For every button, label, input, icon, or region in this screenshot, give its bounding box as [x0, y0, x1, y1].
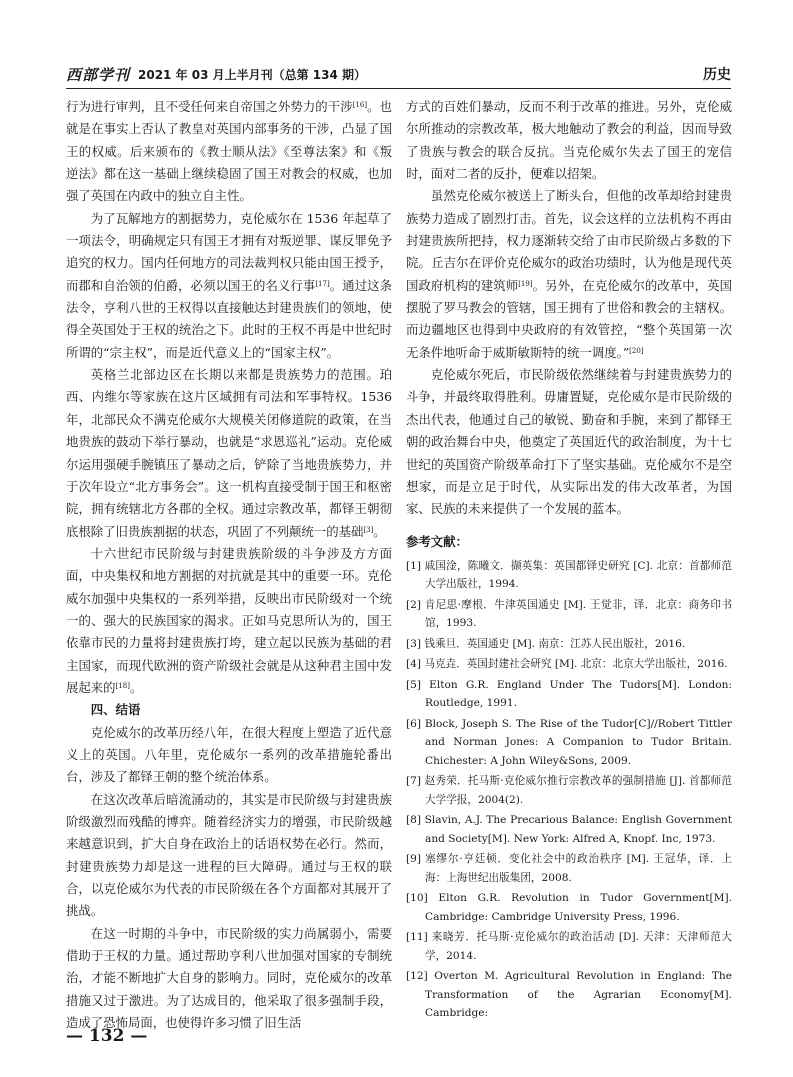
- citation: [16]: [352, 101, 368, 109]
- reference-item: [10] Elton G.R. Revolution in Tudor Government[M]. Cambridge: Cambridge University Press, 1996.: [406, 892, 732, 923]
- citation: [19]: [518, 279, 533, 288]
- page-header: [66, 64, 731, 86]
- issue-info: 2021 年 03 月上半月刊（总第 134 期）: [138, 68, 367, 82]
- left-column: [66, 96, 392, 1034]
- paragraph: 为了瓦解地方的割据势力，克伦威尔在 1536 年起草了一项法令，明确规定只有国王才拥有对叛逆罪、谋反罪免予追究的权力。国内任何地方的司法裁判权只能由国王授予，而郡和自治领的伯爵，必须以国王的名义行事[17]。通过这条法令，亨利八世的王权得以直接触达封建贵族们的领地，使得全英国处于王权的统治之下。此时的王权不再是中世纪时所谓的“宗主权”，而是近代意义上的“国家主权”。: [66, 210, 393, 360]
- header-rule: [66, 88, 731, 89]
- reference-item: [4] 马克垚．英国封建社会研究 [M]. 北京：北京大学出版社，2016.: [406, 658, 728, 671]
- reference-item: [2] 肯尼思·摩根．牛津英国通史 [M]. 王觉非，译．北京：商务印书馆，1993.: [406, 598, 732, 630]
- reference-item: [9] 塞缪尔·亨廷顿．变化社会中的政治秩序 [M]. 王冠华，译．上海：上海世纪出版集团，2008.: [406, 853, 732, 884]
- references-title: 参考文献：: [406, 533, 468, 549]
- paragraph: 克伦威尔死后，市民阶级依然继续着与封建贵族势力的斗争，并最终取得胜利。毋庸置疑，克伦威尔是市民阶级的杰出代表，他通过自己的敏锐、勤奋和手腕，来到了都铎王朝的政治舞台中央，他奠定了英国近代的政治制度，为十七世纪的英国资产阶级革命打下了坚实基础。克伦威尔不是空想家，而是立足于时代，从实际出发的伟大改革者，为国家、民族的未来提供了一个发展的蓝本。: [406, 367, 732, 517]
- reference-item: [5] Elton G.R. England Under The Tudors[M]. London: Routledge, 1991.: [406, 678, 732, 710]
- right-column: [406, 96, 732, 1025]
- paragraph: 克伦威尔的改革历经八年，在很大程度上塑造了近代意义上的英国。八年里，克伦威尔一系列的改革措施轮番出台，涉及了都铎王朝的整个统治体系。: [66, 724, 392, 785]
- paragraph: 十六世纪市民阶级与封建贵族阶级的斗争涉及方方面面，中央集权和地方割据的对抗就是其中的重要一环。克伦威尔加强中央集权的一系列举措，反映出市民阶级对一个统一的、强大的民族国家的渴求。正如马克思所认为的，国王依靠市民的力量将封建贵族打垮，建立起以民族为基础的君主国家，而现代欧洲的资产阶级社会就是从这种君主国中发展起来的[18]。: [66, 545, 392, 695]
- section-heading: 四、结语: [90, 702, 141, 718]
- reference-item: [12] Overton M. Agricultural Revolution in England: The Transformation of the Agrarian Economy[M]. Cambridge:: [406, 970, 732, 1020]
- reference-item: [1] 戚国淦，陈曦文．撷英集：英国都铎史研究 [C]. 北京：首都师范大学出版社，1994.: [406, 559, 732, 591]
- reference-item: [8] Slavin, A.J. The Precarious Balance: English Government and Society[M]. New York: Alfred A, Knopf. Inc, 1973.: [406, 814, 732, 845]
- reference-item: [11] 来晓芳．托马斯·克伦威尔的政治活动 [D]. 天津：天津师范大学，2014.: [406, 931, 732, 962]
- citation: [3]: [363, 525, 374, 534]
- page-number: — 132 —: [66, 1026, 148, 1046]
- reference-item: [7] 赵秀荣．托马斯·克伦威尔推行宗教改革的强制措施 [J]. 首都师范大学学报，2004(2).: [406, 775, 732, 806]
- citation: [18]: [115, 681, 130, 690]
- reference-item: [6] Block, Joseph S. The Rise of the Tudor[C]//Robert Tittler and Norman Jones: A Companion to Tudor Britain. Chichester: A John Wiley&Sons, 2009.: [406, 717, 732, 767]
- section-title: 历史: [703, 67, 731, 83]
- paragraph: 方式的百姓们暴动，反而不利于改革的推进。另外，克伦威尔所推动的宗教改革，极大地触动了教会的利益，因而导致了贵族与教会的联合反抗。当克伦威尔失去了国王的宠信时，面对二者的反扑，便难以招架。: [406, 99, 732, 182]
- reference-list: [406, 557, 732, 1023]
- citation: [17]: [315, 279, 330, 288]
- journal-logo: 西部学刊: [66, 66, 131, 84]
- paragraph: 在这次改革后暗流涌动的，其实是市民阶级与封建贵族阶级激烈而残酷的博弈。随着经济实力的增强，市民阶级越来越意识到，扩大自身在政治上的话语权势在必行。然而，封建贵族势力却是这一进程的巨大障碍。通过与王权的联合，以克伦威尔为代表的市民阶级在各个方面都对其展开了挑战。: [66, 791, 392, 919]
- paragraph: 虽然克伦威尔被送上了断头台，但他的改革却给封建贵族势力造成了剧烈打击。首先，议会这样的立法机构不再由封建贵族所把持，权力逐渐转交给了由市民阶级占多数的下院。丘吉尔在评价克伦威尔的政治功绩时，认为他是现代英国政府机构的建筑师[19]。另外，在克伦威尔的改革中，英国摆脱了罗马教会的管辖，国王拥有了世俗和教会的主辖权。而边疆地区也得到中央政府的有效管控，“整个英国第一次无条件地听命于威斯敏斯特的统一调度。”[20]: [406, 188, 733, 360]
- reference-item: [3] 钱乘旦．英国通史 [M]. 南京：江苏人民出版社，2016.: [406, 637, 686, 650]
- paragraph: 行为进行审判，且不受任何来自帝国之外势力的干涉[16]。也就是在事实上否认了教皇对英国内部事务的干涉，凸显了国王的权威。后来颁布的《教士顺从法》《至尊法案》和《叛逆法》都在这一基础上继续稳固了国王对教会的权威，也加强了英国在内政中的独立自主性。: [66, 99, 393, 204]
- citation: [20]: [629, 346, 644, 355]
- paragraph: 英格兰北部边区在长期以来都是贵族势力的范围。珀西、内维尔等家族在这片区域拥有司法和军事特权。1536 年，北部民众不满克伦威尔大规模关闭修道院的政策，在当地贵族的鼓动下举行暴动，也就是“求恩巡礼”运动。克伦威尔运用强硬手腕镇压了暴动之后，铲除了当地贵族势力，并于次年设立“北方事务会”。这一机构直接受制于国王和枢密院，拥有统辖北方各郡的全权。通过宗教改革，都铎王朝彻底根除了旧贵族割据的状态，巩固了不列颠统一的基础[3]。: [66, 367, 392, 539]
- paragraph: 在这一时期的斗争中，市民阶级的实力尚属弱小，需要借助于王权的力量。通过帮助亨利八世加强对国家的专制统治，才能不断地扩大自身的影响力。同时，克伦威尔的改革措施又过于激进。为了达成目的，他采取了很多强制手段，造成了恐怖局面，也使得许多习惯了旧生活: [66, 925, 392, 1031]
